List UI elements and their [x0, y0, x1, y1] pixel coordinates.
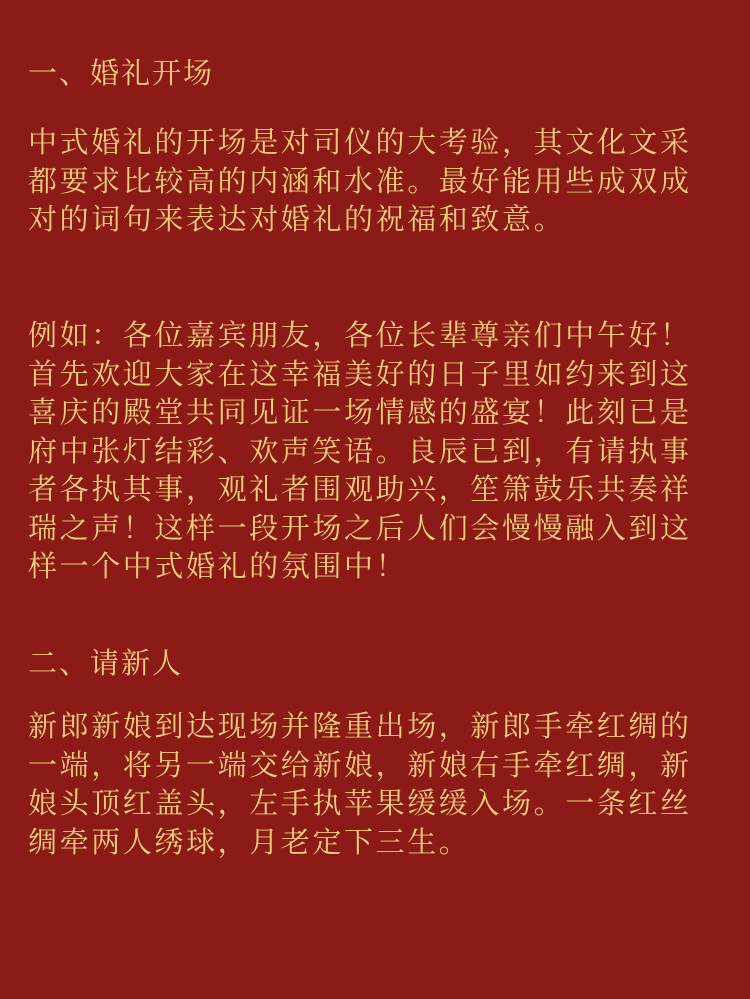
text-line: 者各执其事，观礼者围观助兴，笙箫鼓乐共奏祥: [28, 472, 692, 506]
text-line: 样一个中式婚礼的氛围中！: [28, 549, 408, 583]
paragraph-opening-example: [28, 316, 722, 586]
text-line: 首先欢迎大家在这幸福美好的日子里如约来到这: [28, 356, 692, 391]
text-line: 中式婚礼的开场是对司仪的大考验，其文化文采: [28, 125, 692, 159]
section-heading-opening: 一、婚礼开场: [28, 56, 215, 90]
text-line: 娘头顶红盖头，左手执苹果缓缓入场。一条红丝: [28, 786, 692, 820]
text-line: 例如：各位嘉宾朋友，各位长辈尊亲们中午好！: [28, 318, 692, 352]
text-line: 新郎新娘到达现场并隆重出场，新郎手牵红绸的: [28, 709, 692, 743]
section-heading-invite-couple: 二、请新人: [28, 646, 184, 680]
paragraph-opening-intro: [28, 123, 722, 239]
text-line: 府中张灯结彩、欢声笑语。良辰已到，有请执事: [28, 433, 692, 468]
text-line: 瑞之声！这样一段开场之后人们会慢慢融入到这: [28, 510, 692, 545]
text-line: 对的词句来表达对婚礼的祝福和致意。: [28, 202, 566, 236]
text-line: 一端，将另一端交给新娘，新娘右手牵红绸，新: [28, 747, 692, 782]
paragraph-invite-couple: [28, 707, 722, 861]
text-line: 绸牵两人绣球，月老定下三生。: [28, 824, 471, 859]
text-line: 喜庆的殿堂共同见证一场情感的盛宴！此刻已是: [28, 395, 692, 429]
text-line: 都要求比较高的内涵和水准。最好能用些成双成: [28, 163, 692, 198]
